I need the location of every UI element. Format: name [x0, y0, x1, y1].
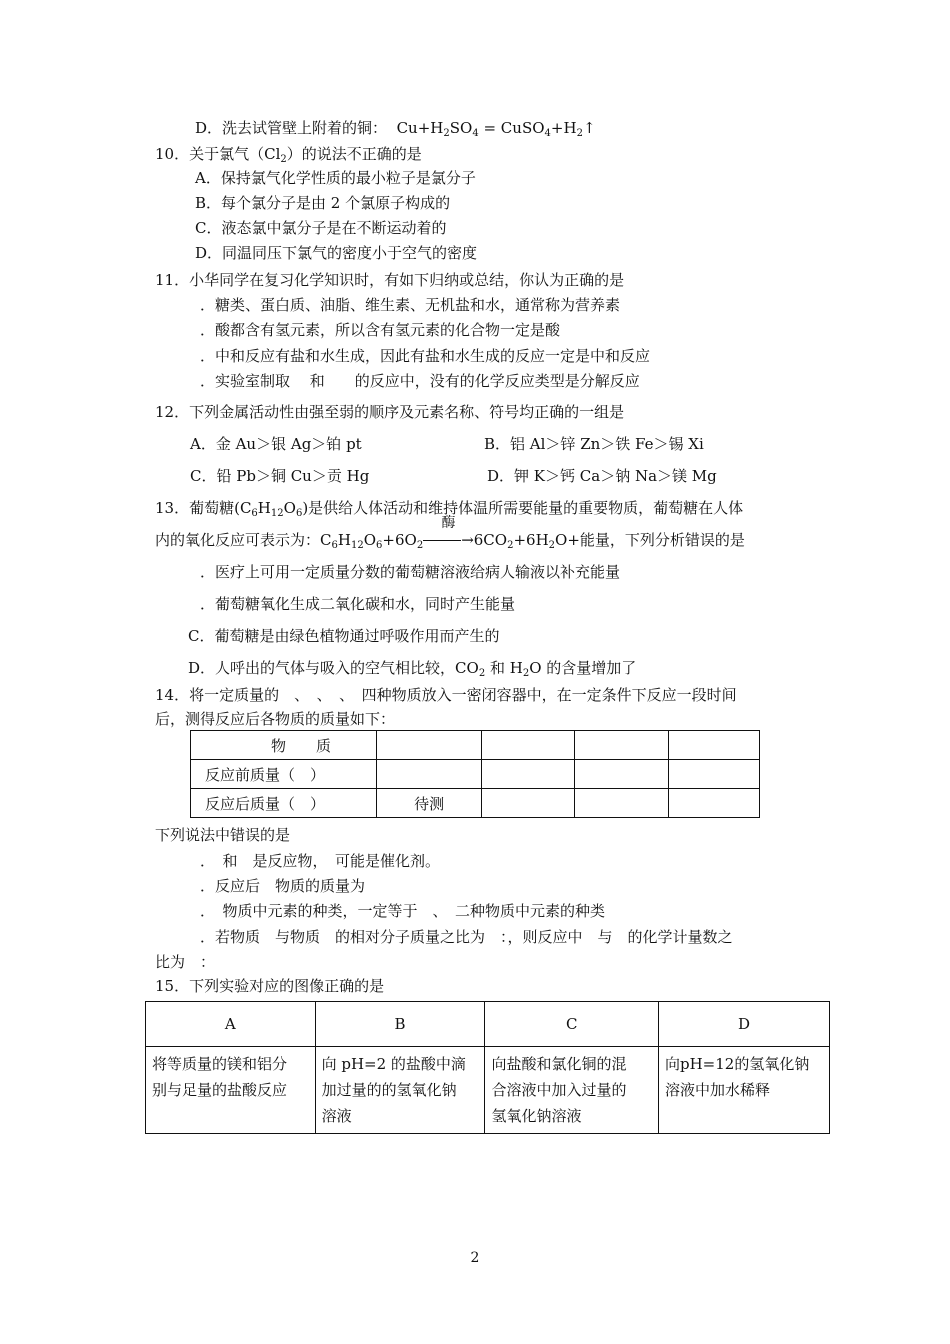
q13-equation: $C_6H_{12}O_6+6O_2$ 酶 $\to 6CO_2+6H_2O+$能量，下列分析错误的是 — [320, 515, 745, 551]
table-header-b: B — [315, 1002, 485, 1047]
table-row — [191, 760, 760, 789]
q12-option-c: C．铅 Pb＞铜 Cu＞贡 Hg — [190, 467, 370, 485]
table-cell — [482, 760, 575, 789]
q10-option-c: C．液态氯中氯分子是在不断运动着的 — [195, 219, 447, 237]
q12-option-b: B．铝 Al＞锌 Zn＞铁 Fe＞锡 Xi — [484, 435, 704, 453]
q14-option-a: ． 和 是反应物， 可能是催化剂。 — [200, 852, 441, 870]
q10-stem: 10．关于氯气$(Cl_2)$的说法不正确的是 — [155, 145, 422, 165]
table-cell — [668, 731, 759, 760]
q14-option-c: ． 物质中元素的种类，一定等于 、 二种物质中元素的种类 — [200, 902, 606, 920]
q14-option-b: ．反应后 物质的质量为 — [200, 877, 366, 895]
q12-option-d: D．钾 K＞钙 Ca＞钠 Na＞镁 Mg — [487, 467, 717, 485]
table-cell: 反应后质量（ ） — [191, 789, 377, 818]
q9-option-d: D．洗去试管壁上附着的铜： $Cu+H_2SO_4$ = $CuSO_4+H_2↑$ — [195, 119, 596, 139]
table-cell — [482, 789, 575, 818]
q13-option-c: C．葡萄糖是由绿色植物通过呼吸作用而产生的 — [188, 627, 500, 645]
table-cell-b: 向 pH=2 的盐酸中滴 加过量的的氢氧化钠 溶液 — [315, 1047, 485, 1134]
table-cell — [482, 731, 575, 760]
q10-option-b: B．每个氯分子是由 2 个氯原子构成的 — [195, 194, 451, 212]
q11-stem: 11．小华同学在复习化学知识时，有如下归纳或总结，你认为正确的是 — [155, 271, 625, 289]
table-header-a: A — [146, 1002, 316, 1047]
table-cell-a: 将等质量的镁和铝分 别与足量的盐酸反应 — [146, 1047, 316, 1134]
q10-option-a: A．保持氯气化学性质的最小粒子是氯分子 — [195, 169, 476, 187]
q14-stem-line1: 14．将一定质量的 、 、 、 四种物质放入一密闭容器中，在一定条件下反应一段时间 — [155, 686, 737, 704]
q15-table — [145, 1001, 830, 1134]
q14-question: 下列说法中错误的是 — [155, 826, 291, 844]
table-cell-d: 向pH=12的氢氧化钠 溶液中加水稀释 — [659, 1047, 830, 1134]
table-cell — [575, 789, 668, 818]
table-cell: 反应前质量（ ） — [191, 760, 377, 789]
table-header-c: C — [485, 1002, 659, 1047]
q14-option-d-tail: 比为 ： — [155, 953, 216, 971]
reaction-arrow: 酶 → — [423, 530, 474, 550]
table-cell — [668, 789, 759, 818]
q14-stem-line2: 后，测得反应后各物质的质量如下： — [155, 710, 396, 728]
q15-stem: 15．下列实验对应的图像正确的是 — [155, 977, 385, 995]
table-cell: 待测 — [376, 789, 481, 818]
q11-option-a: ．糖类、蛋白质、油脂、维生素、无机盐和水，通常称为营养素 — [200, 296, 621, 314]
q12-option-a: A．金 Au＞银 Ag＞铂 pt — [190, 435, 362, 453]
table-row — [146, 1002, 830, 1047]
table-cell-c: 向盐酸和氯化铜的混 合溶液中加入过量的 氢氧化钠溶液 — [485, 1047, 659, 1134]
q13-option-b: ．葡萄糖氧化生成二氧化碳和水，同时产生能量 — [200, 595, 516, 613]
table-row — [191, 731, 760, 760]
table-row — [191, 789, 760, 818]
page-number: 2 — [470, 1250, 480, 1266]
q10-option-d: D．同温同压下氯气的密度小于空气的密度 — [195, 244, 478, 262]
table-header-d: D — [659, 1002, 830, 1047]
q11-option-b: ．酸都含有氢元素，所以含有氢元素的化合物一定是酸 — [200, 321, 561, 339]
q12-stem: 12．下列金属活动性由强至弱的顺序及元素名称、符号均正确的一组是 — [155, 403, 625, 421]
table-cell: 物 质 — [191, 731, 377, 760]
q13-option-a: ．医疗上可用一定质量分数的葡萄糖溶液给病人输液以补充能量 — [200, 563, 621, 581]
q13-stem-line2: 内的氧化反应可表示为：$C_6H_{12}O_6+6O_2$ 酶 $\to 6CO_2+6H_2O+$能量，下列分析错误的是 — [155, 515, 745, 551]
q13-option-d: D．人呼出的气体与吸入的空气相比较，$CO_2$ 和 $H_2O$ 的含量增加了 — [188, 659, 637, 679]
table-cell — [575, 760, 668, 789]
table-cell — [575, 731, 668, 760]
q13-stem-line1: 13．葡萄糖$(C_6H_{12}O_6)$是供给人体活动和维持体温所需要能量的重要物质，葡萄糖在人体 — [155, 499, 744, 519]
table-cell — [376, 760, 481, 789]
q11-option-d: ．实验室制取 和 的反应中，没有的化学反应类型是分解反应 — [200, 372, 640, 390]
q14-option-d: ．若物质 与物质 的相对分子质量之比为 ：，则反应中 与 的化学计量数之 — [200, 928, 733, 946]
q14-mass-table — [190, 730, 760, 818]
table-row — [146, 1047, 830, 1134]
table-cell — [376, 731, 481, 760]
q11-option-c: ．中和反应有盐和水生成，因此有盐和水生成的反应一定是中和反应 — [200, 347, 651, 365]
table-cell — [668, 760, 759, 789]
